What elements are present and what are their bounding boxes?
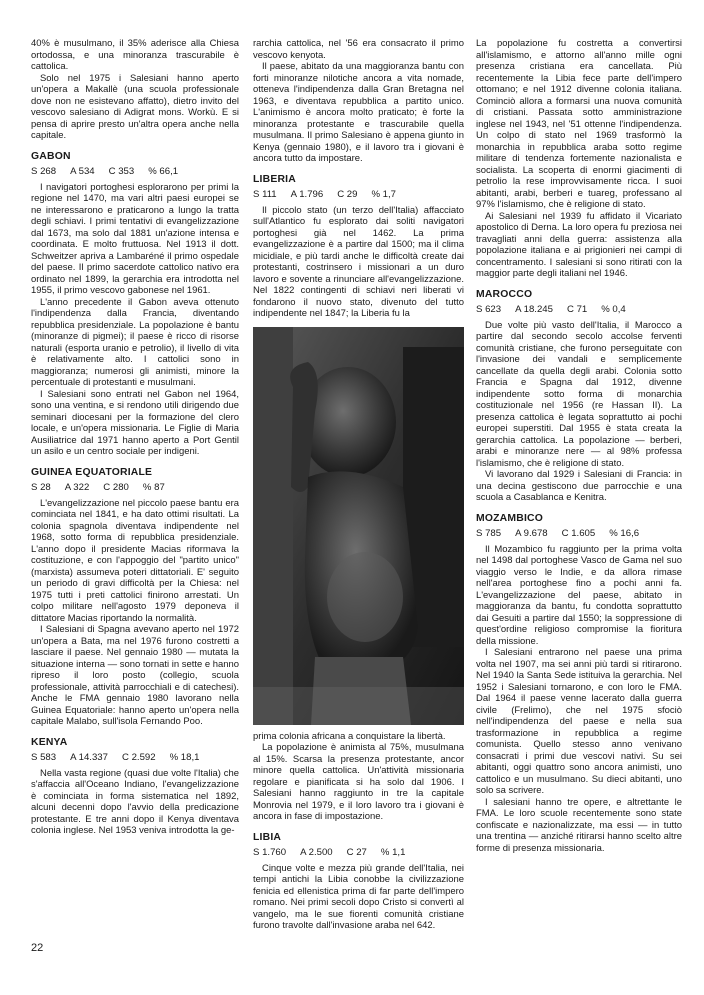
stat-catholics: C 27 [346, 847, 367, 858]
stat-inhabitants: A 14.337 [70, 752, 108, 763]
body-paragraph: I Salesiani entrarono nel paese una prima volta nel 1907, ma sei anni più tardi si ritirarono. Nel 1940 la Santa Sede istituiva la gerarchia. Nel 1952 i Salesiani tornarono, e con loro le FMA. Dal 1964 il paese venne lacerato dalla guerra civile (Frelimo), che nel 1975 sfociò nell'indipendenza del paese e nella sua trasformazione in repubblica a regime comunista. Quello stesso anno venivano consacrati i primi due vescovi nativi. Su sei abitanti, oggi quattro sono ancora animisti, uno cattolico e un musulmano. Su dieci abitanti, uno solo sa scrivere. [476, 647, 682, 796]
body-paragraph: La popolazione fu costretta a convertirsi all'islamismo, e attorno all'anno mille ogni presenza cristiana era cancellata. Più recentemente la Libia fece parte dell'impero ottomano; e nel 1912 divenne colonia italiana. Cominciò allora a formarsi una nuova comunità di cristiani. Passata sotto amministrazione inglese nel 1943, nel '51 ottenne l'indipendenza. Un colpo di stato nel 1969 trasformò la monarchia in repubblica araba sotto regime militare di tendenza fortemente nazionalista e socialista. La scoperta di enormi giacimenti di petrolio la rese improvvisamente ricca. I suoi abitanti, arabi, berberi e tuareg, professano al 97% l'islamismo, che è religione di stato. [476, 38, 682, 210]
body-paragraph: Il piccolo stato (un terzo dell'Italia) affacciato sull'Atlantico fu esplorato dai soliti navigatori portoghesi già nel 1462. La prima evangelizzazione è a partire dal 1500; ma il clima micidiale, e più tardi anche le difficoltà create dai protestanti, costrinsero i missionari a un duro lavoro e sovente a rinunciare all'evangelizzazione. Nel 1822 contingenti di schiavi neri liberati vi fondarono il nuovo stato, divenuto del tutto indipendente nel 1847; la Liberia fu la [253, 204, 464, 319]
body-paragraph: I navigatori portoghesi esplorarono per primi la regione nel 1470, ma vari altri paesi europei se ne interessarono e praticarono a lungo la tratta degli schiavi. I primi tentativi di evangelizzazione dal 1673, ma solo dal 1881 un'azione intensa e coordinata. E molto fruttuosa. Nel 1913 il dott. Schweitzer apriva a Lambaréné il primo ospedale del paese. Il primo sacerdote cattolico nativo era ordinato nel 1899, la gerarchia era introdotta nel 1955, il primo vescovo gabonese nel 1961. [31, 181, 239, 296]
stats-row-libia [253, 847, 464, 859]
stat-catholics: C 2.592 [121, 752, 156, 763]
section-title-marocco: MAROCCO [476, 288, 533, 300]
stat-percent: % 16,6 [609, 528, 640, 539]
page-number: 22 [31, 942, 44, 954]
stat-inhabitants: A 322 [64, 482, 90, 493]
body-paragraph: Ai Salesiani nel 1939 fu affidato il Vicariato apostolico di Derna. La loro opera fu preziosa nei travagliati anni della guerra: assistenza alla popolazione italiana e ai prigionieri nei campi di concentramento. I salesiani si sono ritirati con la maggior parte degli italiani nel 1946. [476, 210, 682, 279]
intro-paragraph: 40% è musulmano, il 35% aderisce alla Chiesa ortodossa, e una minoranza trascurabile è cattolica. [31, 38, 239, 72]
stat-catholics: C 353 [108, 166, 135, 177]
stats-row-marocco [476, 304, 682, 316]
stat-surface: S 1.760 [253, 847, 287, 858]
stat-surface: S 583 [31, 752, 57, 763]
body-paragraph: L'anno precedente il Gabon aveva ottenuto l'indipendenza dalla Francia, diventando repubblica presidenziale. La popolazione è bantu (minoranze di pigmei); il paese è ricco di risorse naturali (esporta uranio e petrolio), il livello di vita è relativamente alto. I cattolici sono in maggioranza; numerosi gli animisti, minore la percentuale di protestanti e musulmani. [31, 296, 239, 388]
body-paragraph: I Salesiani sono entrati nel Gabon nel 1964, sono una ventina, e si rendono utili dirigendo due seminari diocesani per la formazione del clero locale, e un'opera missionaria. Le Figlie di Maria Ausiliatrice dal 1971 hanno aperto a Port Gentil un asilo e un centro sociale per indigeni. [31, 388, 239, 457]
body-paragraph: I salesiani hanno tre opere, e altrettante le FMA. Le loro scuole recentemente sono state confiscate e nazionalizzate, ma essi — in tutto una trentina — anziché ritirarsi hanno scelto altre forme di presenza missionaria. [476, 796, 682, 854]
stat-catholics: C 71 [566, 304, 588, 315]
section-title-liberia: LIBERIA [253, 173, 296, 185]
stat-percent: % 66,1 [148, 166, 179, 177]
stats-row-liberia [253, 189, 464, 201]
stat-percent: % 1,1 [380, 847, 406, 858]
child-photo [253, 327, 464, 725]
section-title-libia: LIBIA [253, 831, 282, 843]
child-photo-image [253, 327, 464, 725]
stat-catholics: C 280 [103, 482, 129, 493]
stat-surface: S 111 [253, 189, 277, 200]
stat-inhabitants: A 18.245 [515, 304, 553, 315]
stat-catholics: C 29 [337, 189, 358, 200]
section-title-gabon: GABON [31, 150, 71, 162]
stat-catholics: C 1.605 [561, 528, 596, 539]
stat-percent: % 18,1 [169, 752, 200, 763]
body-paragraph: Cinque volte e mezza più grande dell'Italia, nei tempi antichi la Libia conobbe la civilizzazione fenicia ed ellenistica prima di far parte dell'impero romano. Nei primi secoli dopo Cristo si convertì al vangelo, ma le sue fiorenti comunità cristiane furono travolte dall'invasione araba nel 642. [253, 862, 464, 931]
stats-row-gabon [31, 166, 239, 178]
stat-surface: S 785 [476, 528, 502, 539]
intro-paragraph: Solo nel 1975 i Salesiani hanno aperto un'opera a Makallè (una scuola professionale dove non ne esistevano affatto), dietro invito del vescovo salesiano di Adigrat mons. Workù. E si pensa di aprire presto un'altra opera anche nella capitale. [31, 72, 239, 141]
stat-surface: S 28 [31, 482, 51, 493]
stat-surface: S 268 [31, 166, 57, 177]
stat-percent: % 87 [142, 482, 165, 493]
stat-inhabitants: A 1.796 [290, 189, 324, 200]
body-paragraph: Il paese, abitato da una maggioranza bantu con forti minoranze nilotiche ancora a vita nomade, otteneva l'indipendenza dalla Gran Bretagna nel 1963, e diventava repubblica a partito unico. L'animismo è ancora molto praticato; è forte la minoranza protestante e trascurabile quella musulmana. Il primo Salesiano è appena giunto in Kenya (gennaio 1980), e il lavoro tra i giovani è ancora tutto da impostare. [253, 61, 464, 164]
body-paragraph: Due volte più vasto dell'Italia, il Marocco a partire dal secondo secolo accolse ferventi comunità cristiane, che furono perseguitate con l'invasione dei vandali e semplicemente cancellate da quella degli arabi. Colonia sotto Francia e Spagna dal 1912, divenne indipendente sotto forma di monarchia costituzionale nel 1956 (re Hassan II). La presenza cattolica è legata soprattutto ai pochi europei superstiti. Dal 1955 è stata creata la gerarchia cattolica. La popolazione — berberi, arabi e minoranze nere — al 98% professa l'islamismo, che è religione di stato. [476, 319, 682, 469]
column-left [31, 38, 239, 837]
stats-row-kenya [31, 752, 239, 764]
column-middle [253, 38, 464, 932]
body-paragraph: rarchia cattolica, nel '56 era consacrato il primo vescovo kenyota. [253, 38, 464, 61]
section-title-kenya: KENYA [31, 736, 68, 748]
stat-percent: % 0,4 [601, 304, 626, 315]
stat-percent: % 1,7 [371, 189, 397, 200]
stat-surface: S 623 [476, 304, 502, 315]
body-paragraph: Vi lavorano dal 1929 i Salesiani di Francia: in una decina gestiscono due parrocchie e una scuola a Casablanca e Kenitra. [476, 469, 682, 503]
body-paragraph: I Salesiani di Spagna avevano aperto nel 1972 un'opera a Bata, ma nel 1976 furono costretti a lasciare il paese. Nel gennaio 1980 — mutata la situazione interna — sono tornati in sette e hanno ripreso il loro posto (collegio, scuola professionale, attività parrocchiali e di catechesi). Anche le FMA gennaio 1980 lavorano nella Guinea Equatoriale: hanno aperto un'opera nella capitale Malabo, sull'isola Fernando Poo. [31, 624, 239, 727]
body-paragraph: L'evangelizzazione nel piccolo paese bantu era cominciata nel 1841, e ha dato ottimi risultati. La colonia spagnola diventava indipendente nel 1968, sotto forma di repubblica presidenziale. L'anno dopo il presidente Macias riformava la costituzione, e con l'appoggio del "partito unico" (marxista) assumeva poteri dittatoriali. E' seguito un periodo di gravi difficoltà per la Chiesa: nel 1975 tutti i preti cattolici finirono arrestati. Un colpo militare nell'agosto 1979 deponeva il dittatore Macias riportando la normalità. [31, 497, 239, 624]
stat-inhabitants: A 9.678 [515, 528, 548, 539]
stat-inhabitants: A 534 [70, 166, 95, 177]
body-paragraph: Il Mozambico fu raggiunto per la prima volta nel 1498 dal portoghese Vasco de Gama nel suo viaggio verso le Indie, e da allora rimase nell'area portoghese fino a pochi anni fa. L'evangelizzazione del paese, abitato in maggioranza da bantu, fu condotta soprattutto dai Gesuiti a partire dal 1550; la soppressione di quest'ordine religioso compromise la fioritura della missione. [476, 543, 682, 647]
section-title-mozambico: MOZAMBICO [476, 512, 544, 524]
section-title-guinea: GUINEA EQUATORIALE [31, 466, 153, 478]
stats-row-mozambico [476, 528, 682, 540]
body-paragraph: La popolazione è animista al 75%, musulmana al 15%. Scarsa la presenza protestante, ancor minore quella cattolica. Un'attività missionaria regolare e pianificata si ha solo dal 1906. I Salesiani hanno raggiunto in tre la capitale Monrovia nel 1979, e il loro lavoro tra i giovani è ancora in fase di impostazione. [253, 742, 464, 822]
stat-inhabitants: A 2.500 [300, 847, 333, 858]
column-right [476, 38, 682, 854]
body-paragraph: Nella vasta regione (quasi due volte l'Italia) che s'affaccia all'Oceano Indiano, l'evangelizzazione è cominciata in forma sistematica nel 1892, alcuni decenni dopo l'avvio della predicazione protestante. E tre anni dopo il Kenya diventava colonia inglese. Nel 1953 veniva introdotta la ge- [31, 767, 239, 836]
body-paragraph: prima colonia africana a conquistare la libertà. [253, 730, 446, 742]
stats-row-guinea [31, 482, 239, 494]
